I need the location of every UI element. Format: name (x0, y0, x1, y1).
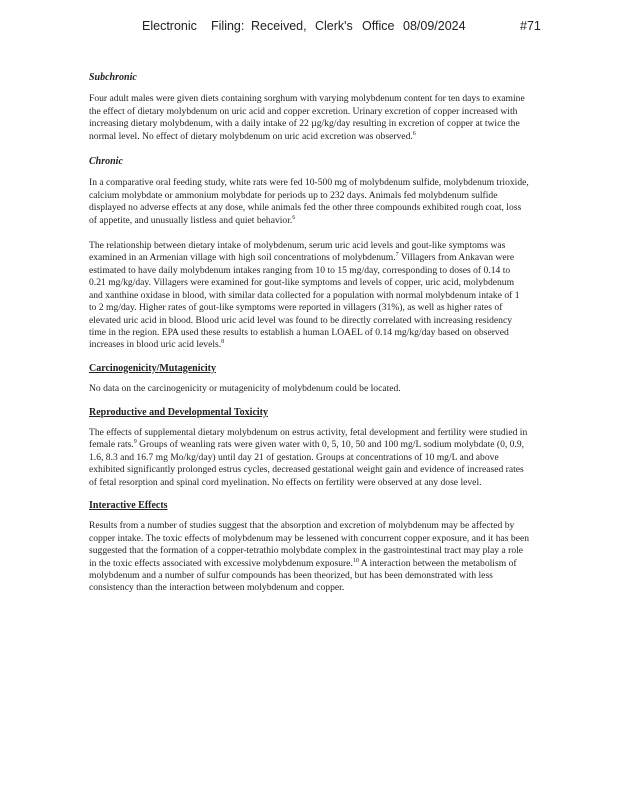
paragraph-reproductive-a-text: The effects of supplemental dietary molybdenum on estrus activity, fetal development and fertility were studied in female rats. (89, 426, 528, 451)
header-page-number: #71 (520, 19, 541, 33)
paragraph-subchronic (89, 93, 529, 143)
paragraph-interactive-a-text: Results from a number of studies suggest that the absorption and excretion of molybdenum may be affected by copper intake. The toxic effects of molybdenum may be lessened with concurrent copper exposure, and it has been suggested that the formation of a copper-tetrathio molybdate complex in the gastrointestinal tract may play a role in the toxic effects associated with excessive molybdenum exposure. (89, 520, 530, 569)
heading-chronic: Chronic (89, 156, 123, 168)
header-clerks: Clerk's (315, 19, 353, 33)
paragraph-reproductive (89, 427, 529, 489)
paragraph-reproductive-b-text: Groups of weanling rats were given water with 0, 5, 10, 50 and 100 mg/L sodium molybdate (0, 0.9, 1.6, 8.3 and 16.7 mg Mo/kg/day) until day 21 of gestation. Groups at concentrations of 10 mg/L and above exhibited significantly prolonged estrus cycles, decreased gestational weight gain and evidence of increased rates of fetal resorption and spinal cord myelination. No effects on fertility were observed at any dose level. (89, 439, 525, 488)
heading-carcinogenicity: Carcinogenicity/Mutagenicity (89, 362, 217, 374)
footnote-ref: 6 (412, 130, 416, 137)
paragraph-subchronic-text: Four adult males were given diets containing sorghum with varying molybdenum content for ten days to examine the effect of dietary molybdenum on uric acid and copper excretion. Urinary excretion of copper increased with increasing dietary molybdenum, with a daily intake of 22 µg/kg/day resulting in excretion of copper at twice the normal level. No effect of dietary molybdenum on uric acid excretion was observed. (89, 93, 525, 142)
paragraph-carcinogenicity-text: No data on the carcinogenicity or mutagenicity of molybdenum could be located. (89, 383, 401, 395)
paragraph-chronic-2a-text: The relationship between dietary intake of molybdenum, serum uric acid levels and gout-like symptoms was examined in an Armenian village with high soil concentrations of molybdenum. (89, 240, 506, 264)
paragraph-chronic-1-text: In a comparative oral feeding study, white rats were fed 10-500 mg of molybdenum sulfide, molybdenum trioxide, calcium molybdate or ammonium molybdate for periods up to 232 days. Animals fed molybdenum sulfide displayed no adverse effects at any dose, while animals fed the other three compounds exhibited rough coat, loss of appetite, and unusually listless and quiet behavior. (89, 177, 529, 226)
footnote-ref: 10 (352, 557, 359, 564)
header-date: 08/09/2024 (403, 19, 466, 33)
footnote-ref: 8 (221, 339, 225, 346)
footnote-ref: 9 (133, 439, 137, 446)
footnote-ref: 6 (292, 214, 296, 221)
filing-header (0, 19, 618, 37)
paragraph-chronic-2 (89, 240, 529, 352)
heading-reproductive: Reproductive and Developmental Toxicity (89, 406, 268, 418)
paragraph-chronic-2b-text: Villagers from Ankavan were estimated to have daily molybdenum intakes ranging from 10 to 15 mg/day, corresponding to doses of 0.14 to 0.21 mg/kg/day. Villagers were examined for gout-like symptoms and levels of copper, uric acid, molybdenum and xanthine oxidase in blood, with similar data collected for a population with normal molybdenum intake of 1 to 2 mg/day. Higher rates of gout-like symptoms were reported in villagers (31%), as well as higher rates of elevated uric acid in blood. Blood uric acid level was found to be directly correlated with increasing residency time in the region. EPA used these results to establish a human LOAEL of 0.14 mg/kg/day based on observed increases in blood uric acid levels. (89, 252, 520, 351)
footnote-ref: 7 (395, 252, 399, 259)
header-received: Received, (251, 19, 307, 33)
header-office: Office (362, 19, 395, 33)
paragraph-interactive-b-text: A interaction between the metabolism of molybdenum and a number of sulfur compounds has been theorized, but has been demonstrated with less consistency than the interaction between molybdenum and copper. (89, 557, 517, 594)
heading-subchronic: Subchronic (89, 72, 137, 83)
heading-interactive: Interactive Effects (89, 499, 168, 511)
paragraph-interactive (89, 520, 529, 594)
header-filing: Filing: (211, 19, 245, 33)
paragraph-chronic-1 (89, 177, 529, 227)
document-page (89, 72, 529, 608)
paragraph-carcinogenicity (89, 383, 529, 395)
header-electronic: Electronic (142, 19, 197, 33)
